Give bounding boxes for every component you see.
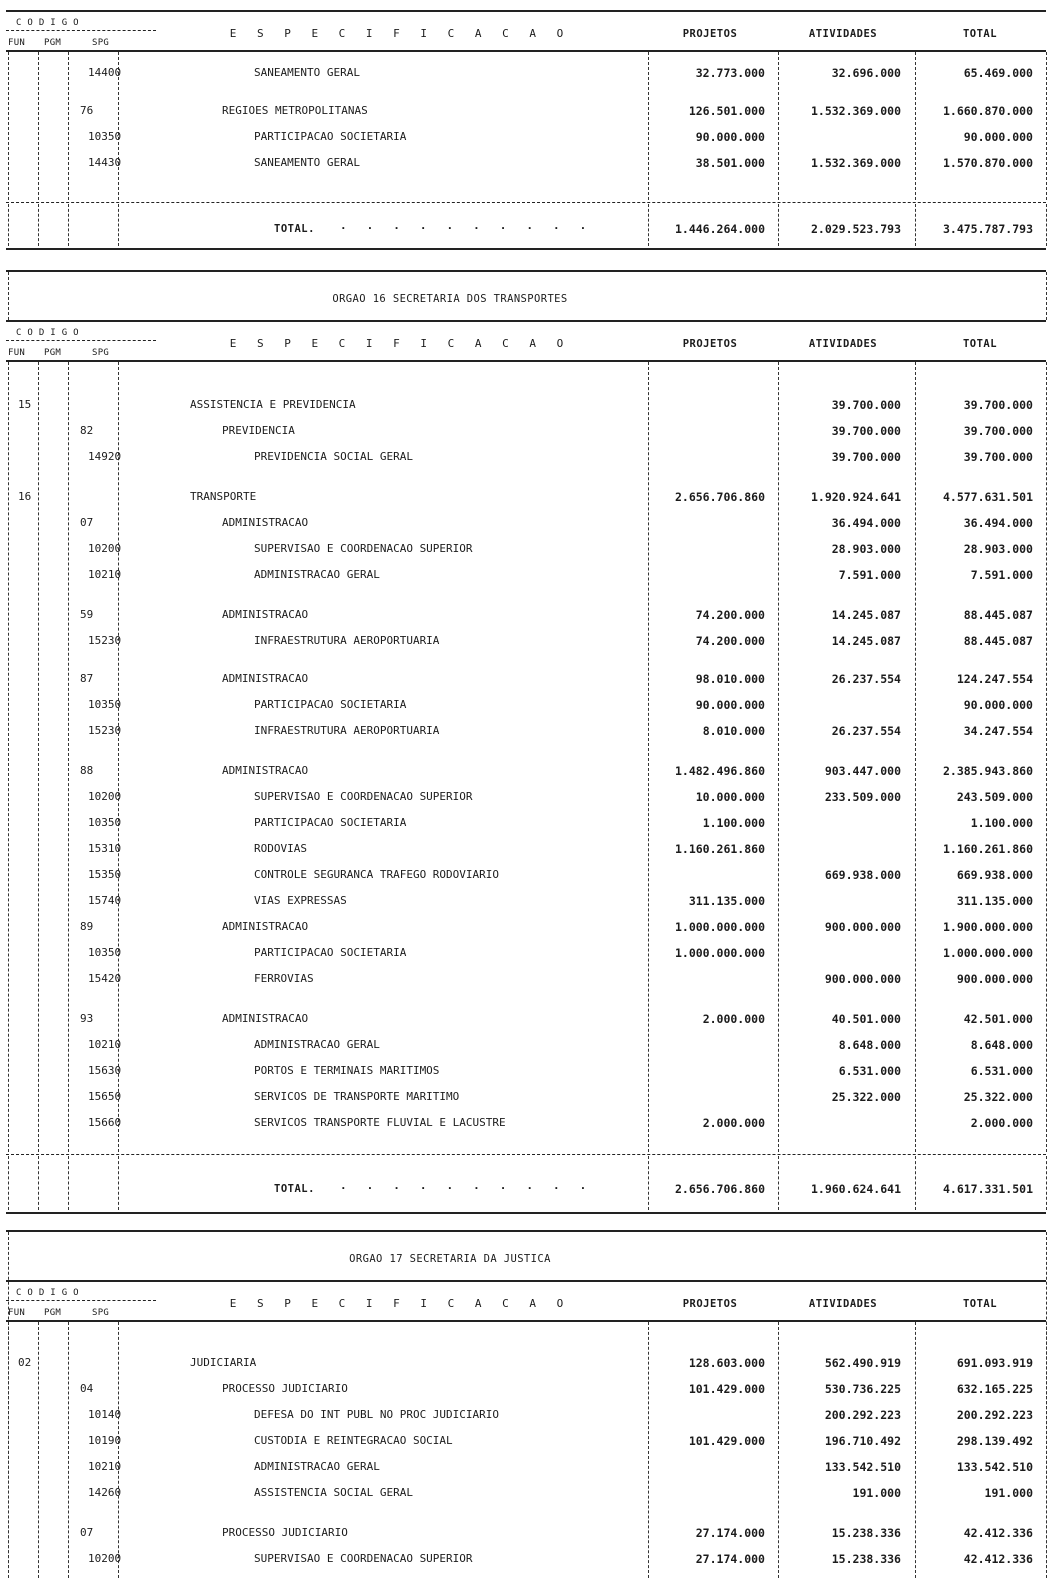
row-label: ADMINISTRACAO GERAL (254, 568, 380, 581)
total-projetos: 2.656.706.860 (674, 1182, 765, 1196)
atividades-value: 15.238.336 (831, 1552, 901, 1566)
total-label: TOTAL. (274, 223, 315, 235)
codigo-divider (38, 204, 39, 246)
row-label: SUPERVISAO E COORDENACAO SUPERIOR (254, 790, 473, 803)
pgm-code: 87 (80, 672, 94, 685)
atividades-value: 39.700.000 (831, 450, 901, 464)
spg-code: 10190 (88, 1434, 122, 1447)
codigo-divider (118, 1156, 119, 1210)
row-label: PREVIDENCIA (222, 424, 295, 437)
total-atividades: 1.960.624.641 (810, 1182, 901, 1196)
especificacao-divider (648, 1322, 649, 1578)
dot-leader: ·········· (340, 222, 607, 235)
left-border (8, 52, 9, 200)
total-header: TOTAL (962, 338, 998, 350)
projetos-value: 1.000.000.000 (674, 920, 765, 934)
total-value: 1.160.261.860 (942, 842, 1033, 856)
subtotal-rule (6, 202, 1046, 203)
row-label: ADMINISTRACAO GERAL (254, 1038, 380, 1051)
codigo-divider (38, 1156, 39, 1210)
row-label: ASSISTENCIA E PREVIDENCIA (190, 398, 356, 411)
atividades-divider (915, 204, 916, 246)
codigo-divider (68, 362, 69, 1152)
row-label: PREVIDENCIA SOCIAL GERAL (254, 450, 413, 463)
spg-header: SPG (92, 1308, 110, 1318)
row-label: ADMINISTRACAO GERAL (254, 1460, 380, 1473)
total-value: 4.577.631.501 (942, 490, 1033, 504)
total-value: 42.412.336 (963, 1526, 1033, 1540)
row-label: ADMINISTRACAO (222, 1012, 309, 1025)
pgm-header: PGM (44, 348, 62, 358)
spg-code: 15350 (88, 868, 122, 881)
projetos-value: 2.000.000 (702, 1116, 765, 1130)
total-value: 39.700.000 (963, 424, 1033, 438)
spg-code: 10200 (88, 542, 122, 555)
spg-code: 10200 (88, 1552, 122, 1565)
atividades-header: ATIVIDADES (808, 1298, 878, 1310)
codigo-divider (68, 52, 69, 200)
row-label: DEFESA DO INT PUBL NO PROC JUDICIARIO (254, 1408, 500, 1421)
total-value: 311.135.000 (956, 894, 1033, 908)
row-label: PARTICIPACAO SOCIETARIA (254, 946, 407, 959)
total-projetos: 1.446.264.000 (674, 222, 765, 236)
header-top-rule (6, 10, 1046, 12)
row-label: TRANSPORTE (190, 490, 257, 503)
spg-code: 15660 (88, 1116, 122, 1129)
fun-header: FUN (8, 1308, 26, 1318)
row-label: REGIOES METROPOLITANAS (222, 104, 368, 117)
row-label: PARTICIPACAO SOCIETARIA (254, 816, 407, 829)
total-total: 4.617.331.501 (942, 1182, 1033, 1196)
pgm-code: 82 (80, 424, 94, 437)
left-border (8, 1156, 9, 1210)
spg-code: 14430 (88, 156, 122, 169)
atividades-value: 39.700.000 (831, 424, 901, 438)
projetos-value: 90.000.000 (695, 698, 765, 712)
codigo-divider (118, 204, 119, 246)
pgm-code: 88 (80, 764, 94, 777)
projetos-divider (778, 1322, 779, 1578)
total-value: 8.648.000 (970, 1038, 1033, 1052)
projetos-value: 311.135.000 (688, 894, 765, 908)
codigo-subrule (6, 30, 156, 31)
total-value: 36.494.000 (963, 516, 1033, 530)
total-value: 1.900.000.000 (942, 920, 1033, 934)
especificacao-divider (648, 1156, 649, 1210)
spg-code: 15630 (88, 1064, 122, 1077)
atividades-value: 32.696.000 (831, 66, 901, 80)
codigo-divider (38, 362, 39, 1152)
total-value: 1.570.870.000 (942, 156, 1033, 170)
total-value: 90.000.000 (963, 698, 1033, 712)
especificacao-divider (648, 52, 649, 200)
projetos-value: 32.773.000 (695, 66, 765, 80)
row-label: PARTICIPACAO SOCIETARIA (254, 698, 407, 711)
especificacao-divider (648, 204, 649, 246)
codigo-header: C O D I G O (16, 328, 79, 338)
section-end-rule (6, 1212, 1046, 1214)
atividades-value: 15.238.336 (831, 1526, 901, 1540)
atividades-value: 669.938.000 (824, 868, 901, 882)
spg-code: 10350 (88, 946, 122, 959)
total-value: 243.509.000 (956, 790, 1033, 804)
orgao-top-rule (6, 1230, 1046, 1232)
projetos-value: 8.010.000 (702, 724, 765, 738)
total-divider (1046, 52, 1047, 200)
row-label: ADMINISTRACAO (222, 608, 309, 621)
codigo-divider (38, 52, 39, 200)
pgm-code: 89 (80, 920, 94, 933)
total-header: TOTAL (962, 28, 998, 40)
total-value: 669.938.000 (956, 868, 1033, 882)
total-value: 88.445.087 (963, 634, 1033, 648)
atividades-value: 233.509.000 (824, 790, 901, 804)
especificacao-header: E S P E C I F I C A C A O (229, 1297, 571, 1310)
atividades-value: 200.292.223 (824, 1408, 901, 1422)
total-value: 2.000.000 (970, 1116, 1033, 1130)
total-value: 42.412.336 (963, 1552, 1033, 1566)
row-label: ADMINISTRACAO (222, 672, 309, 685)
row-label: SERVICOS DE TRANSPORTE MARITIMO (254, 1090, 460, 1103)
subtotal-rule (6, 1154, 1046, 1155)
atividades-value: 39.700.000 (831, 398, 901, 412)
left-border (8, 362, 9, 1152)
section-end-rule (6, 248, 1046, 250)
total-total: 3.475.787.793 (942, 222, 1033, 236)
spg-code: 10350 (88, 130, 122, 143)
spg-code: 14920 (88, 450, 122, 463)
spg-code: 15310 (88, 842, 122, 855)
projetos-value: 98.010.000 (695, 672, 765, 686)
pgm-code: 59 (80, 608, 94, 621)
row-label: CONTROLE SEGURANCA TRAFEGO RODOVIARIO (254, 868, 500, 881)
projetos-header: PROJETOS (682, 28, 738, 40)
atividades-value: 1.532.369.000 (810, 104, 901, 118)
left-border (8, 1322, 9, 1578)
row-label: CUSTODIA E REINTEGRACAO SOCIAL (254, 1434, 453, 1447)
atividades-value: 40.501.000 (831, 1012, 901, 1026)
pgm-header: PGM (44, 1308, 62, 1318)
atividades-divider (915, 1156, 916, 1210)
row-label: SANEAMENTO GERAL (254, 156, 360, 169)
row-label: SERVICOS TRANSPORTE FLUVIAL E LACUSTRE (254, 1116, 506, 1129)
codigo-divider (68, 1322, 69, 1578)
header-bottom-rule (6, 1320, 1046, 1322)
total-value: 133.542.510 (956, 1460, 1033, 1474)
codigo-divider (68, 204, 69, 246)
fun-code: 02 (18, 1356, 32, 1369)
spg-code: 15420 (88, 972, 122, 985)
projetos-divider (778, 204, 779, 246)
spg-header: SPG (92, 348, 110, 358)
atividades-value: 191.000 (852, 1486, 901, 1500)
total-value: 90.000.000 (963, 130, 1033, 144)
row-label: RODOVIAS (254, 842, 307, 855)
spg-code: 10350 (88, 816, 122, 829)
pgm-code: 07 (80, 1526, 94, 1539)
total-value: 1.100.000 (970, 816, 1033, 830)
left-border (8, 272, 9, 320)
projetos-value: 27.174.000 (695, 1552, 765, 1566)
atividades-value: 7.591.000 (838, 568, 901, 582)
atividades-value: 25.322.000 (831, 1090, 901, 1104)
total-value: 1.000.000.000 (942, 946, 1033, 960)
atividades-header: ATIVIDADES (808, 338, 878, 350)
dot-leader: ·········· (340, 1182, 607, 1195)
header-bottom-rule (6, 50, 1046, 52)
spg-code: 10210 (88, 1038, 122, 1051)
atividades-value: 14.245.087 (831, 634, 901, 648)
row-label: ADMINISTRACAO (222, 920, 309, 933)
total-value: 25.322.000 (963, 1090, 1033, 1104)
row-label: FERROVIAS (254, 972, 314, 985)
orgao-top-rule (6, 270, 1046, 272)
header-top-rule (6, 1280, 1046, 1282)
projetos-value: 128.603.000 (688, 1356, 765, 1370)
header-bottom-rule (6, 360, 1046, 362)
right-border (1046, 272, 1047, 320)
projetos-value: 1.160.261.860 (674, 842, 765, 856)
atividades-value: 26.237.554 (831, 724, 901, 738)
atividades-value: 900.000.000 (824, 920, 901, 934)
pgm-code: 76 (80, 104, 94, 117)
projetos-divider (778, 1156, 779, 1210)
row-label: ASSISTENCIA SOCIAL GERAL (254, 1486, 413, 1499)
row-label: PROCESSO JUDICIARIO (222, 1526, 348, 1539)
especificacao-header: E S P E C I F I C A C A O (229, 337, 571, 350)
total-divider (1046, 204, 1047, 246)
total-value: 28.903.000 (963, 542, 1033, 556)
atividades-value: 6.531.000 (838, 1064, 901, 1078)
spg-code: 14260 (88, 1486, 122, 1499)
projetos-value: 74.200.000 (695, 608, 765, 622)
projetos-value: 2.656.706.860 (674, 490, 765, 504)
projetos-divider (778, 52, 779, 200)
projetos-divider (778, 362, 779, 1152)
atividades-divider (915, 52, 916, 200)
spg-code: 10350 (88, 698, 122, 711)
spg-code: 10210 (88, 568, 122, 581)
atividades-value: 26.237.554 (831, 672, 901, 686)
total-value: 88.445.087 (963, 608, 1033, 622)
total-value: 34.247.554 (963, 724, 1033, 738)
projetos-value: 126.501.000 (688, 104, 765, 118)
pgm-code: 04 (80, 1382, 94, 1395)
projetos-value: 10.000.000 (695, 790, 765, 804)
especificacao-divider (648, 362, 649, 1152)
left-border (8, 204, 9, 246)
total-value: 124.247.554 (956, 672, 1033, 686)
atividades-divider (915, 362, 916, 1152)
total-label: TOTAL. (274, 1183, 315, 1195)
projetos-value: 1.482.496.860 (674, 764, 765, 778)
row-label: INFRAESTRUTURA AEROPORTUARIA (254, 724, 440, 737)
atividades-value: 562.490.919 (824, 1356, 901, 1370)
total-divider (1046, 362, 1047, 1152)
row-label: SANEAMENTO GERAL (254, 66, 360, 79)
atividades-value: 903.447.000 (824, 764, 901, 778)
header-top-rule (6, 320, 1046, 322)
projetos-value: 38.501.000 (695, 156, 765, 170)
total-value: 6.531.000 (970, 1064, 1033, 1078)
spg-code: 10200 (88, 790, 122, 803)
spg-code: 15230 (88, 724, 122, 737)
projetos-value: 74.200.000 (695, 634, 765, 648)
atividades-value: 133.542.510 (824, 1460, 901, 1474)
orgao-title: ORGAO 16 SECRETARIA DOS TRANSPORTES (332, 293, 568, 305)
projetos-value: 101.429.000 (688, 1382, 765, 1396)
row-label: SUPERVISAO E COORDENACAO SUPERIOR (254, 1552, 473, 1565)
codigo-subrule (6, 1300, 156, 1301)
total-value: 900.000.000 (956, 972, 1033, 986)
codigo-divider (118, 362, 119, 1152)
codigo-header: C O D I G O (16, 18, 79, 28)
row-label: PORTOS E TERMINAIS MARITIMOS (254, 1064, 440, 1077)
spg-code: 15230 (88, 634, 122, 647)
total-value: 39.700.000 (963, 398, 1033, 412)
row-label: PROCESSO JUDICIARIO (222, 1382, 348, 1395)
projetos-value: 2.000.000 (702, 1012, 765, 1026)
spg-code: 10210 (88, 1460, 122, 1473)
codigo-divider (38, 1322, 39, 1578)
total-value: 691.093.919 (956, 1356, 1033, 1370)
projetos-value: 1.000.000.000 (674, 946, 765, 960)
total-value: 191.000 (984, 1486, 1033, 1500)
total-value: 2.385.943.860 (942, 764, 1033, 778)
total-value: 632.165.225 (956, 1382, 1033, 1396)
projetos-value: 101.429.000 (688, 1434, 765, 1448)
spg-code: 10140 (88, 1408, 122, 1421)
row-label: JUDICIARIA (190, 1356, 257, 1369)
fun-code: 15 (18, 398, 32, 411)
atividades-value: 1.532.369.000 (810, 156, 901, 170)
atividades-value: 196.710.492 (824, 1434, 901, 1448)
codigo-divider (68, 1156, 69, 1210)
atividades-value: 28.903.000 (831, 542, 901, 556)
row-label: ADMINISTRACAO (222, 764, 309, 777)
row-label: ADMINISTRACAO (222, 516, 309, 529)
atividades-divider (915, 1322, 916, 1578)
total-atividades: 2.029.523.793 (810, 222, 901, 236)
atividades-value: 900.000.000 (824, 972, 901, 986)
total-value: 65.469.000 (963, 66, 1033, 80)
atividades-value: 36.494.000 (831, 516, 901, 530)
fun-code: 16 (18, 490, 32, 503)
especificacao-header: E S P E C I F I C A C A O (229, 27, 571, 40)
codigo-header: C O D I G O (16, 1288, 79, 1298)
spg-code: 15650 (88, 1090, 122, 1103)
atividades-value: 8.648.000 (838, 1038, 901, 1052)
row-label: SUPERVISAO E COORDENACAO SUPERIOR (254, 542, 473, 555)
total-value: 1.660.870.000 (942, 104, 1033, 118)
row-label: PARTICIPACAO SOCIETARIA (254, 130, 407, 143)
codigo-subrule (6, 340, 156, 341)
projetos-header: PROJETOS (682, 1298, 738, 1310)
codigo-divider (118, 1322, 119, 1578)
total-divider (1046, 1156, 1047, 1210)
spg-code: 15740 (88, 894, 122, 907)
orgao-title: ORGAO 17 SECRETARIA DA JUSTICA (349, 1253, 551, 1265)
total-divider (1046, 1322, 1047, 1578)
projetos-value: 27.174.000 (695, 1526, 765, 1540)
projetos-value: 90.000.000 (695, 130, 765, 144)
projetos-value: 1.100.000 (702, 816, 765, 830)
projetos-header: PROJETOS (682, 338, 738, 350)
total-header: TOTAL (962, 1298, 998, 1310)
atividades-header: ATIVIDADES (808, 28, 878, 40)
pgm-header: PGM (44, 38, 62, 48)
atividades-value: 530.736.225 (824, 1382, 901, 1396)
atividades-value: 1.920.924.641 (810, 490, 901, 504)
total-value: 42.501.000 (963, 1012, 1033, 1026)
total-value: 200.292.223 (956, 1408, 1033, 1422)
atividades-value: 14.245.087 (831, 608, 901, 622)
total-value: 298.139.492 (956, 1434, 1033, 1448)
total-value: 39.700.000 (963, 450, 1033, 464)
fun-header: FUN (8, 348, 26, 358)
spg-code: 14400 (88, 66, 122, 79)
row-label: INFRAESTRUTURA AEROPORTUARIA (254, 634, 440, 647)
row-label: VIAS EXPRESSAS (254, 894, 347, 907)
pgm-code: 93 (80, 1012, 94, 1025)
total-value: 7.591.000 (970, 568, 1033, 582)
spg-header: SPG (92, 38, 110, 48)
fun-header: FUN (8, 38, 26, 48)
pgm-code: 07 (80, 516, 94, 529)
